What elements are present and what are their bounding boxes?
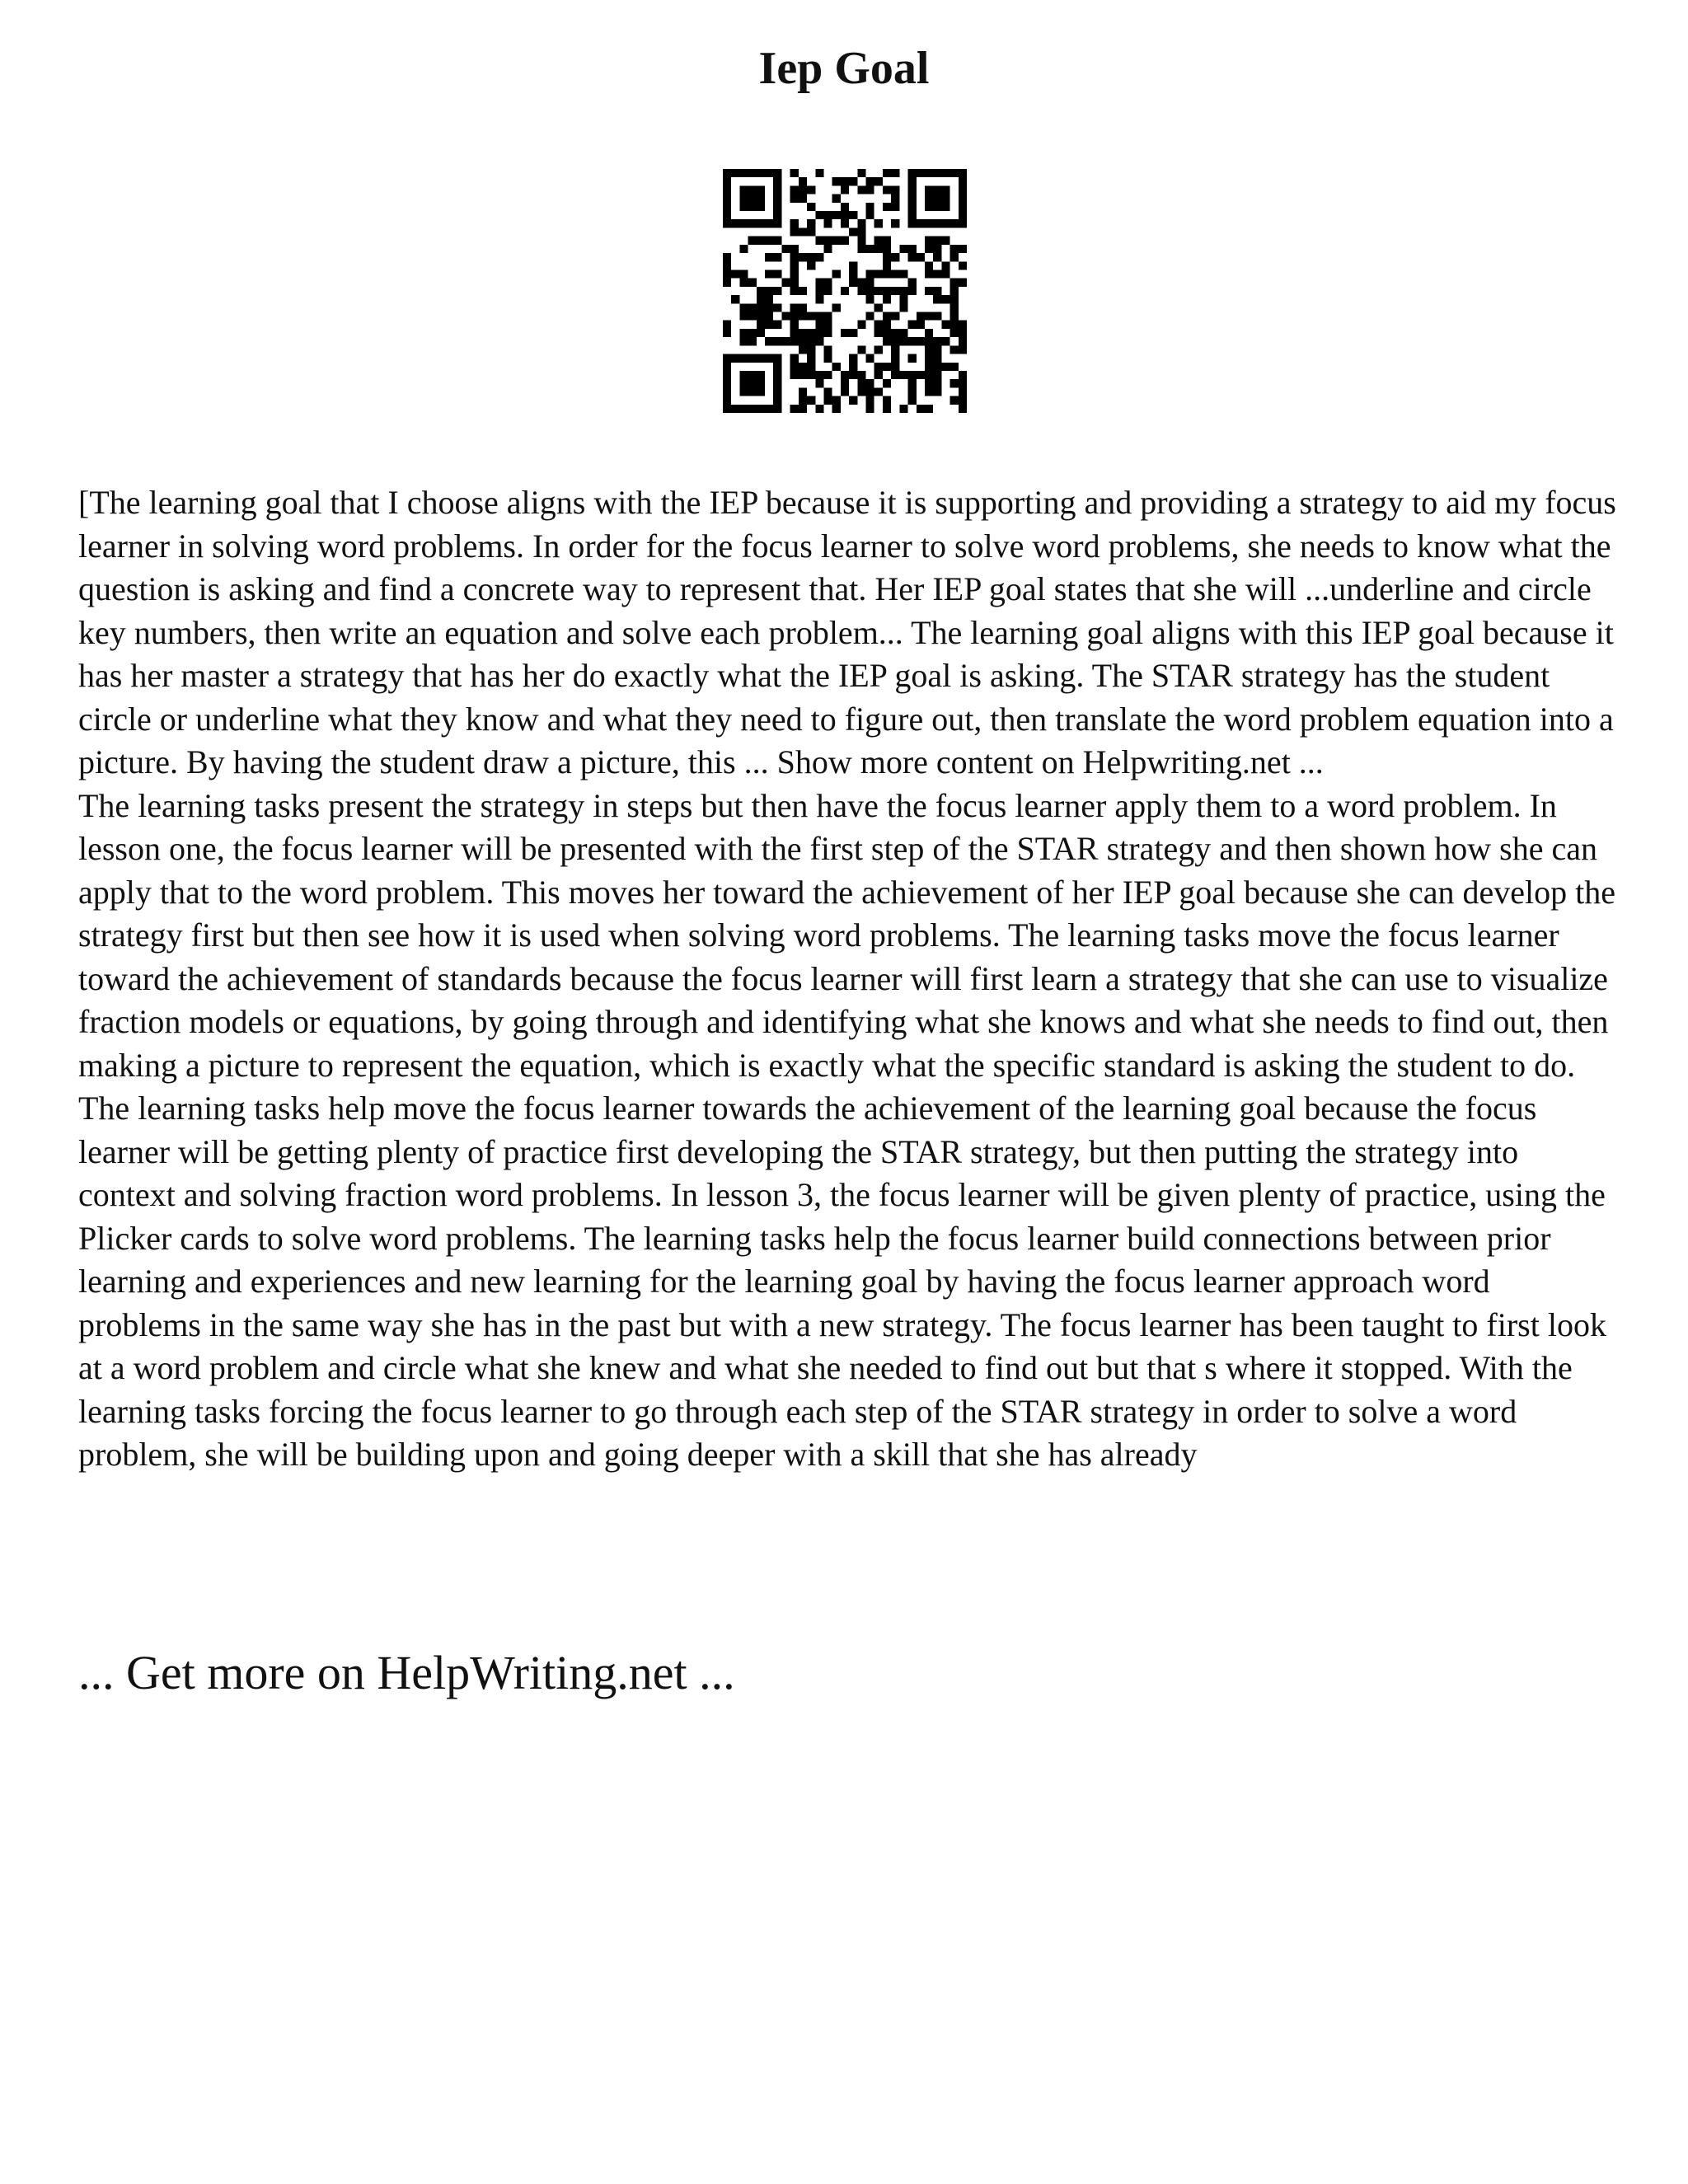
article-body	[78, 481, 1620, 1477]
paragraph-2: The learning tasks present the strategy in steps but then have the focus learner apply them to a word problem. In lesson one, the focus learner will be presented with the first step of the STAR strategy and then shown how she can apply that to the word problem. This moves her toward the achievement of her IEP goal because she can develop the strategy first but then see how it is used when solving word problems. The learning tasks move the focus learner toward the achievement of standards because the focus learner will first learn a strategy that she can use to visualize fraction models or equations, by going through and identifying what she knows and what she needs to find out, then making a picture to represent the equation, which is exactly what the specific standard is asking the student to do. The learning tasks help move the focus learner towards the achievement of the learning goal because the focus learner will be getting plenty of practice first developing the STAR strategy, but then putting the strategy into context and solving fraction word problems. In lesson 3, the focus learner will be given plenty of practice, using the Plicker cards to solve word problems. The learning tasks help the focus learner build connections between prior learning and experiences and new learning for the learning goal by having the focus learner approach word problems in the same way she has in the past but with a new strategy. The focus learner has been taught to first look at a word problem and circle what she knew and what she needed to find out but that s where it stopped. With the learning tasks forcing the focus learner to go through each step of the STAR strategy in order to solve a word problem, she will be building upon and going deeper with a skill that she has already	[78, 786, 1615, 1473]
paragraph-1: [The learning goal that I choose aligns with the IEP because it is supporting and providing a strategy to aid my focus learner in solving word problems. In order for the focus learner to solve word problems, she needs to know what the question is asking and find a concrete way to represent that. Her IEP goal states that she will ...underline and circle key numbers, then write an equation and solve each problem... The learning goal aligns with this IEP goal because it has her master a strategy that has her do exactly what the IEP goal is asking. The STAR strategy has the student circle or underline what they know and what they need to figure out, then translate the word problem equation into a picture. By having the student draw a picture, this ... Show more content on Helpwriting.net ...	[78, 484, 1616, 780]
get-more-link[interactable]: ... Get more on HelpWriting.net ...	[78, 1646, 735, 1699]
qr-code-icon	[723, 169, 967, 413]
page-title: Iep Goal	[758, 43, 930, 94]
